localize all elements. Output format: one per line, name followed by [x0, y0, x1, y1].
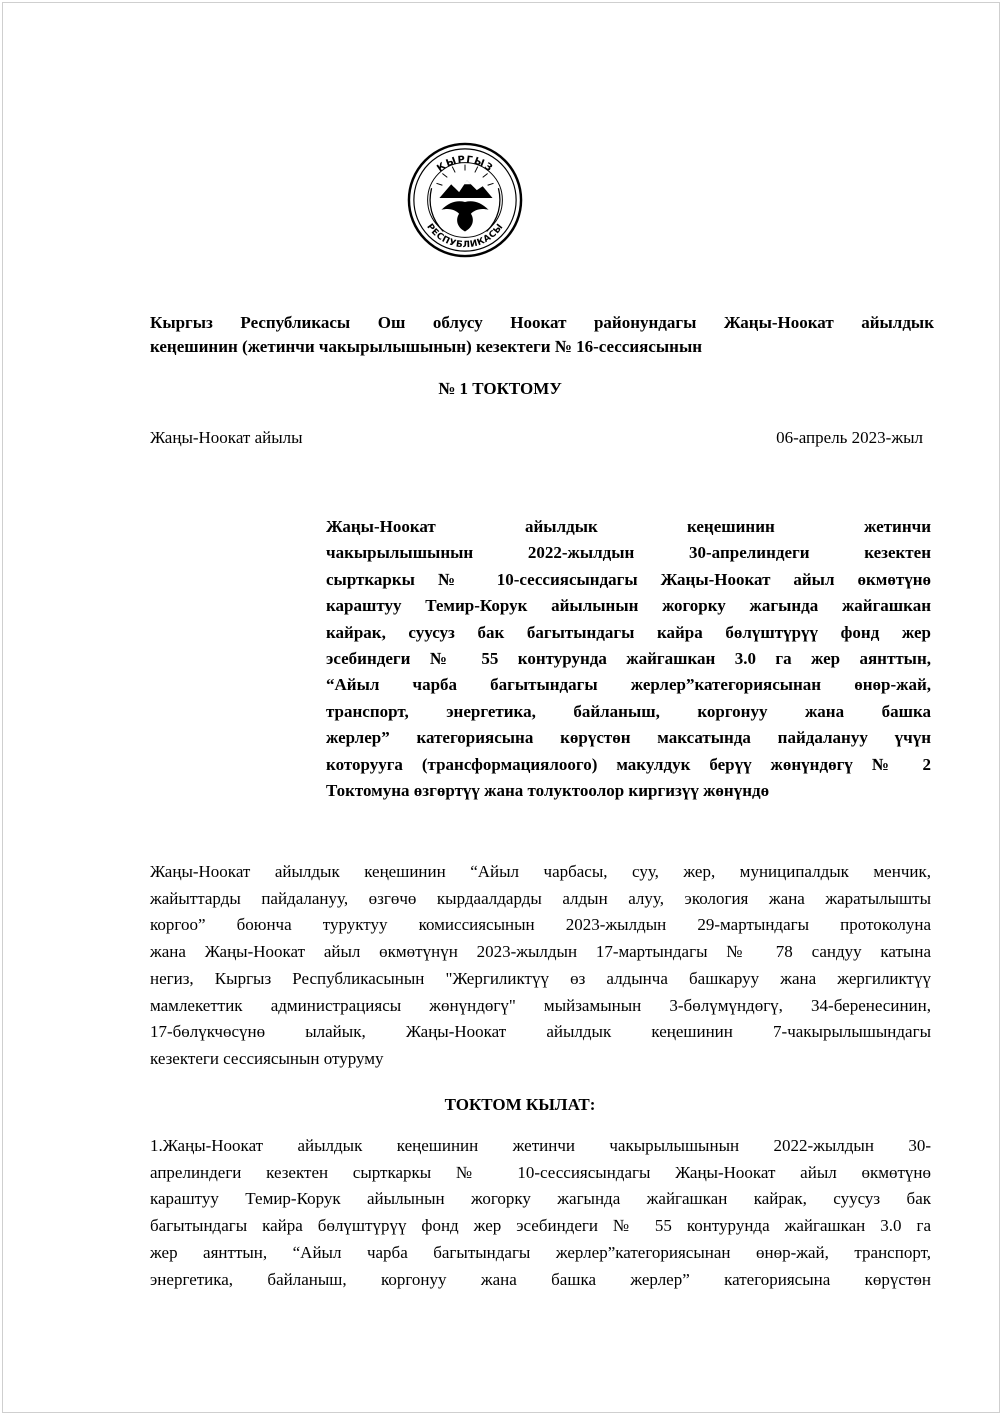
subject-line: караштуу Темир-Корук айылынын жогорку жагында жайгашкан	[326, 596, 931, 616]
resolution-number: № 1 ТОКТОМУ	[438, 379, 562, 398]
subject-line: Жаңы-Ноокат айылдык кеңешинин жетинчи	[326, 517, 931, 536]
preamble-line: жайыттарды пайдалануу, өзгөчө кырдаалдарды алдын алуу, экология жана жаратылышты	[150, 888, 931, 908]
subject-line: кайрак, суусуз бак багытындагы кайра бөлүштүрүү фонд жер	[326, 622, 931, 642]
preamble-line: мамлекеттик администрациясы жөнүндөгү" мыйзамынын 3-бөлүмүндөгү, 34-беренесинин,	[150, 995, 931, 1015]
kyrgyz-state-emblem-icon	[406, 141, 524, 259]
subject-line: транспорт, энергетика, байланыш, коргонуу жана башка	[326, 701, 931, 721]
emblem-bottom-text: РЕСПУБЛИКАСЫ	[424, 222, 506, 251]
subject-line: эсебиндеги № 55 контурунда жайгашкан 3.0 га жер аянттын,	[326, 649, 931, 669]
place-of-issue: Жаңы-Ноокат айылы	[150, 428, 303, 447]
preamble-paragraph	[150, 859, 931, 1073]
preamble-line: кезектеги сессиясынын отуруму	[150, 1048, 384, 1068]
item-1-line: энергетика, байланыш, коргонуу жана башка жерлер” категориясына көрүстөн	[150, 1269, 931, 1289]
heading-line-2: кеңешинин (жетинчи чакырылышынын) кезектеги № 16-сессиясынын	[150, 337, 703, 356]
heading-line-1: Кыргыз Республикасы Ош облусу Ноокат районундагы Жаңы-Ноокат айылдык	[150, 313, 934, 332]
item-1-line: 1.Жаңы-Ноокат айылдык кеңешинин жетинчи чакырылышынын 2022-жылдын 30-	[150, 1136, 931, 1155]
emblem-top-text: КЫРГЫЗ	[435, 154, 495, 175]
subject-line: чакырылышынын 2022-жылдын 30-апрелиндеги кезектен	[326, 543, 931, 563]
preamble-line: коргоо” боюнча туруктуу комиссиясынын 2023-жылдын 29-мартындагы протоколуна	[150, 915, 931, 935]
subject-line: сырткаркы № 10-сессиясындагы Жаңы-Ноокат айыл өкмөтүнө	[326, 569, 931, 589]
item-1-line: апрелиндеги кезектен сырткаркы № 10-сессиясындагы Жаңы-Ноокат айыл өкмөтүнө	[150, 1162, 931, 1182]
preamble-line: 17-бөлүкчөсүнө ылайык, Жаңы-Ноокат айылдык кеңешинин 7-чакырылышындагы	[150, 1022, 931, 1042]
document-page	[2, 2, 1000, 1413]
subject-line: которууга (трансформациялоого) макулдук берүү жөнүндөгү № 2	[326, 754, 931, 774]
preamble-line: жана Жаңы-Ноокат айыл өкмөтүнүн 2023-жылдын 17-мартындагы № 78 сандуу катына	[150, 942, 931, 962]
preamble-line: негиз, Кыргыз Республикасынын "Жергиликтүү өз алдынча башкаруу жана жергиликтүү	[150, 968, 931, 988]
subject-line: жерлер” категориясына көрүстөн максатында пайдалануу үчүн	[326, 728, 931, 748]
item-1-line: жер аянттын, “Айыл чарба багытындагы жерлер”категориясынан өнөр-жай, транспорт,	[150, 1242, 931, 1262]
item-1-line: караштуу Темир-Корук айылынын жогорку жагында жайгашкан кайрак, суусуз бак	[150, 1189, 931, 1209]
preamble-line: Жаңы-Ноокат айылдык кеңешинин “Айыл чарбасы, суу, жер, муниципалдык менчик,	[150, 862, 931, 881]
resolution-subject	[326, 514, 931, 804]
item-1-paragraph	[150, 1133, 931, 1293]
item-1-line: багытындагы кайра бөлүштүрүү фонд жер эсебиндеги № 55 контурунда жайгашкан 3.0 га	[150, 1216, 931, 1236]
subject-line: Токтомуна өзгөртүү жана толуктоолор киргизүү жөнүндө	[326, 781, 770, 801]
issue-date: 06-апрель 2023-жыл	[776, 428, 923, 447]
resolve-heading: ТОКТОМ КЫЛАТ:	[444, 1095, 596, 1114]
svg-text:КЫРГЫЗ	[435, 154, 495, 174]
subject-line: “Айыл чарба багытындагы жерлер”категориясынан өнөр-жай,	[326, 675, 931, 695]
